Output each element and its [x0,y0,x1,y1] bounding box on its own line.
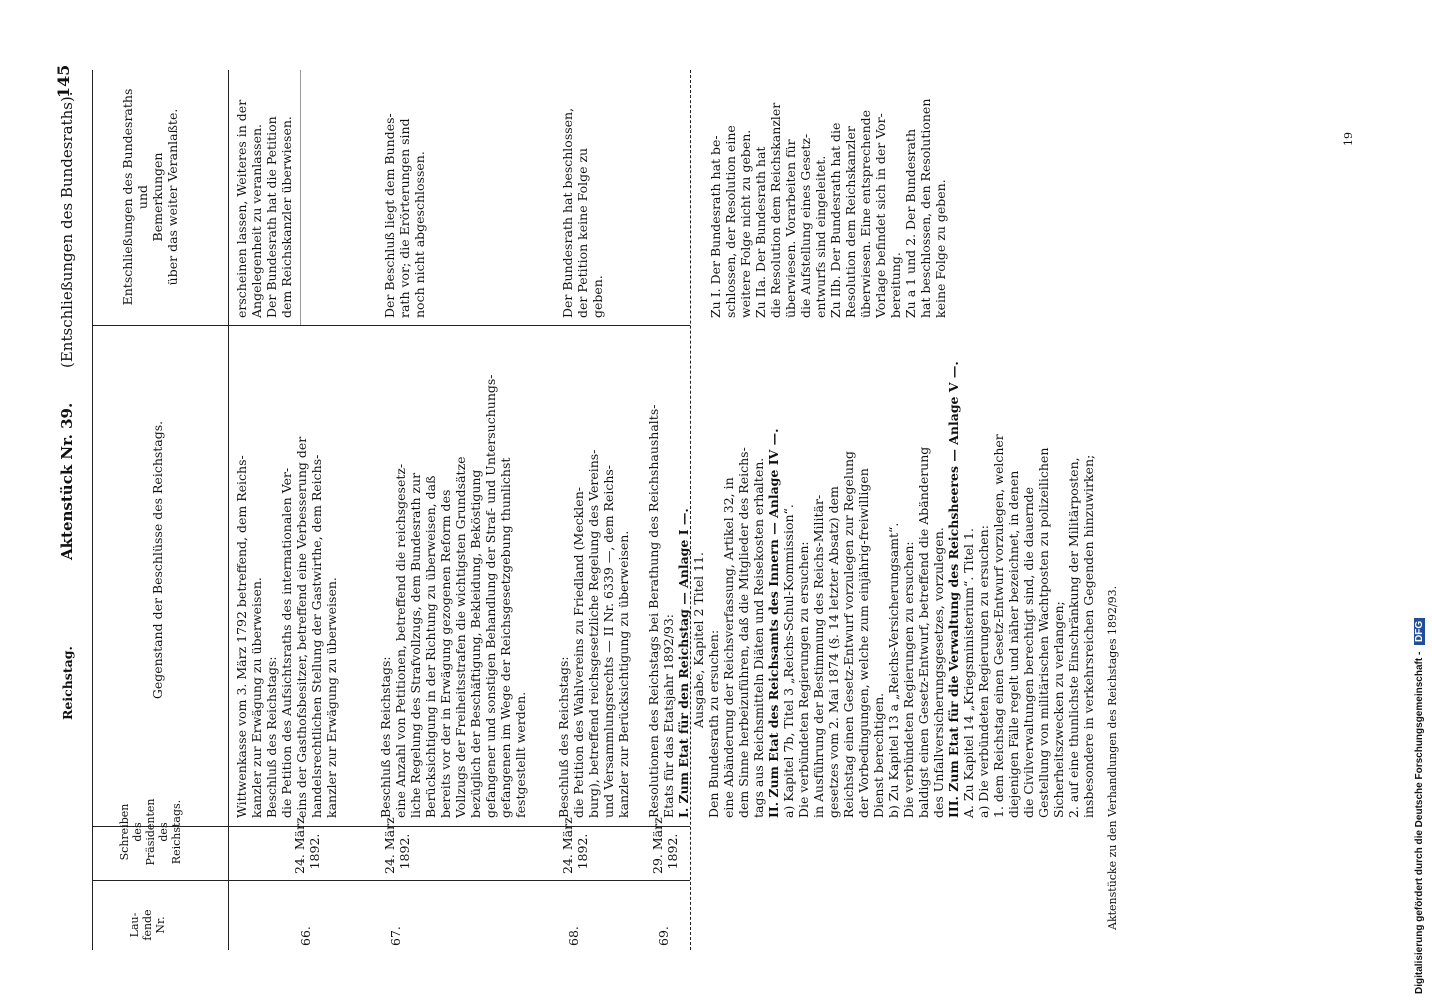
text-line: gefangener und sonstigen Behandlung der Straf- und Untersuchungs- [483,374,498,818]
text-line: keine Folge zu geben. [933,179,948,318]
text-line: Angelegenheit zu veranlassen. [249,123,264,318]
text-line: Reichstag einen Gesetz-Entwurf vorzulegen zur Regelung [841,450,856,818]
row-68-datum [560,817,590,874]
text-line: a) Die verbündeten Regierungen zu ersuchen: [976,525,991,818]
row-66-datum [292,817,322,874]
column-separator-gegenstand [92,325,690,326]
col-header-gegenstand: Gegenstand der Beschlüsse des Reichstags. [150,420,165,700]
text-line: 1. dem Reichstag einen Gesetz-Entwurf vorzulegen, welcher [991,434,1006,818]
text-line: Zu a 1 und 2. Der Bundesrath [903,128,918,318]
text-line: Zu IIb. Der Bundesrath hat die [828,122,843,318]
text-line: burg), betreffend reichsgesetzliche Regelung des Vereins- [586,449,601,818]
section-heading: II. Zum Etat des Reichsamts des Innern — Anlage IV —. [766,428,781,818]
text-line: insbesondere in verkehrsreichen Gegenden hinzuwirken; [1081,454,1096,818]
col-header-lfd-line: Nr. [154,916,167,934]
row-separator [300,70,301,325]
text-line: a) Kapitel 7b, Titel 3 „Reichs-Schul-Kommission“. [781,504,796,818]
col-header-lfd-line: fende [141,909,154,941]
signature-mark: 19 [1342,132,1355,146]
text-line: hat beschlossen, den Resolutionen [918,98,933,318]
text-line: Resolutionen des Reichstags bei Berathung des Reichshaushalts- [646,404,661,818]
text-line: Beschluß des Reichstags: [378,656,393,818]
text-line: erscheinen lassen, Weiteres in der [234,99,249,318]
text-line: Beschluß des Reichstags: [556,656,571,818]
row-68-gegenstand [556,450,631,818]
col-header-entschliessungen-line: und [135,184,150,210]
col-header-schreiben-line: des [131,822,144,842]
text-line: Berücksichtigung in der Richtung zu überweisen, daß [423,475,438,818]
page-number: 145 [54,64,73,98]
row-69-datum-line: 29. März [650,817,665,874]
text-line: entwurfs sind eingeleitet. [813,155,828,318]
text-line: der Vorbedingungen, welche zum einjährig-freiwilligen [856,468,871,818]
col-header-lfd [128,890,167,960]
col-header-schreiben [118,792,183,872]
col-header-entschliessungen-line: Entschließungen des Bundesraths [120,88,135,306]
text-line: Dienst berechtigen. [871,692,886,818]
col-header-lfd-line: Lau- [128,912,141,938]
row-69-gegenstand [646,361,1096,818]
text-line: Ausgabe, Kapitel 2 Titel 11. [691,551,706,728]
text-line: bezüglich der Beschäftigung, Bekleidung, Beköstigung [468,469,483,818]
text-line: Vorlage befindet sich in der Vor- [873,113,888,318]
text-line: des Unfallversicherungsgesetzes, vorzulegen. [931,527,946,818]
text-line: Die verbündeten Regierungen zu ersuchen: [796,541,811,818]
text-line: Der Beschluß liegt dem Bundes- [382,113,397,318]
text-line: Resolution dem Reichskanzler [843,126,858,318]
text-line: b) Zu Kapitel 13 a „Reichs-Versicherungsamt“. [886,522,901,818]
text-line: Der Bundesrath hat beschlossen, [560,107,575,318]
text-line: Der Bundesrath hat die Petition [264,116,279,318]
text-line: A. Zu Kapitel 14 „Kriegsministerium“. Titel 1. [961,528,976,818]
table-left-border [92,70,93,950]
dfg-logo: DFG [1414,618,1425,645]
col-header-entschliessungen [120,82,180,312]
row-67-datum-line: 1892. [397,833,412,870]
text-line: und Versammlungsrechts — II Nr. 6339 —, dem Reichs- [601,464,616,818]
row-68-datum-line: 24. März [560,817,575,874]
text-line: tags aus Reichsmitteln Diäten und Reisekosten erhalten. [751,457,766,818]
digitization-text: Digitalisierung gefördert durch die Deutsche Forschungsgemeinschaft - [1414,651,1425,994]
text-line: Den Bundesrath zu ersuchen: [706,629,721,818]
text-line: die Aufstellung eines Gesetz- [798,133,813,318]
text-line: überwiesen. Vorarbeiten für [783,139,798,318]
text-line: eine Anzahl von Petitionen, betreffend die reichsgesetz- [393,463,408,818]
text-line: Vollzugs der Freiheitsstrafen die wichtigsten Grundsätze [453,456,468,818]
col-header-entschliessungen-line: über das weiter Veranlaßte. [165,108,180,286]
text-line: die Petition des Wahlvereins zu Friedland (Mecklen- [571,487,586,818]
text-line: 2. auf eine thunlichste Einschränkung der Militärposten, [1066,457,1081,818]
text-line: Etats für das Etatsjahr 1892/93: [661,614,676,818]
row-66-nr: 66. [298,926,313,946]
text-line: die Petition des Aufsichtsraths des internationalen Ver- [279,467,294,818]
text-line: Die verbündeten Regierungen zu ersuchen: [901,541,916,818]
row-68-entschliessung [560,108,605,318]
header-left: Reichstag. [60,646,75,720]
text-line: handelsrechtlichen Stellung der Gastwirthe, dem Reichs- [309,454,324,818]
text-line: dem Reichskanzler überwiesen. [279,116,294,318]
row-68-datum-line: 1892. [575,833,590,870]
text-line: liche Regelung des Strafvollzugs, dem Bundesrath zur [408,472,423,818]
text-line: eins der Gasthofsbesitzer, betreffend eine Verbesserung der [294,436,309,818]
column-separator-lfd [92,880,690,881]
row-69-datum-line: 1892. [665,833,680,870]
header-title: (Entschließungen des Bundesraths). [58,91,76,368]
section-heading: I. Zum Etat für den Reichstag — Anlage I —. [676,508,691,818]
col-header-schreiben-line: Schreiben [118,803,131,861]
row-67-gegenstand [378,374,528,818]
row-66-gegenstand [234,437,339,818]
text-line: kanzler zur Erwägung zu überweisen. [324,577,339,818]
row-69-datum [650,817,680,874]
row-67-nr: 67. [388,926,403,946]
row-66-datum-line: 1892. [307,833,322,870]
header-document: Aktenstück Nr. 39. [58,402,76,560]
col-header-schreiben-line: Präsidenten [144,798,157,866]
text-line: kanzler zur Berücksichtigung zu überweisen. [616,530,631,818]
row-67-datum [382,817,412,874]
row-69-nr: 69. [656,926,671,946]
text-line: dem Sinne herbeizuführen, daß die Mitglieder des Reichs- [736,447,751,818]
text-line: eine Abänderung der Reichsverfassung, Artikel 32, in [721,477,736,818]
text-line: bereits vor der in Erwägung gezogenen Reform des [438,489,453,818]
row-66-datum-line: 24. März [292,817,307,874]
section-heading: III. Zum Etat für die Verwaltung des Reichsheeres — Anlage V —. [946,361,961,818]
text-line: Gestellung von militärischen Wachtposten zu polizeilichen [1036,447,1051,818]
text-line: die Resolution dem Reichskanzler [768,102,783,318]
text-line: gefangenen im Wege der Reichsgesetzgebung thunlichst [498,457,513,818]
text-line: überwiesen. Eine entsprechende [858,109,873,318]
text-line: baldigst einen Gesetz-Entwurf, betreffend die Abänderung [916,446,931,818]
row-67-entschliessung [382,113,427,318]
row-69-entschliessung [708,99,948,318]
row-68-nr: 68. [566,926,581,946]
text-line: Beschluß des Reichstags: [264,656,279,818]
text-line: gesetzes vom 2. Mai 1874 (§. 14 letzter Absatz) dem [826,486,841,818]
text-line: Zu IIa. Der Bundesrath hat [753,146,768,318]
header-bottom-rule [228,70,229,950]
text-line: rath vor; die Erörterungen sind [397,118,412,318]
col-header-schreiben-line: Reichstags. [170,799,183,865]
col-header-entschliessungen-line: Bemerkungen [150,152,165,242]
footer-note: Aktenstücke zu den Verhandlungen des Reichstages 1892/93. [1106,585,1119,930]
text-line: bereitung. [888,252,903,318]
text-line: in Ausführung der Bestimmung des Reichs-Militär- [811,494,826,818]
text-line: festgestellt werden. [513,691,528,818]
text-line: Wittwenkasse vom 3. März 1792 betreffend, dem Reichs- [234,455,249,818]
text-line: weitere Folge nicht zu geben. [738,129,753,318]
text-line: noch nicht abgeschlossen. [412,151,427,318]
text-line: geben. [590,275,605,318]
row-67-datum-line: 24. März [382,817,397,874]
text-line: Zu I. Der Bundesrath hat be- [708,135,723,318]
col-header-schreiben-line: des [157,822,170,842]
digitization-note [1414,618,1425,994]
text-line: der Petition keine Folge zu [575,147,590,318]
text-line: kanzler zur Erwägung zu überweisen. [249,577,264,818]
text-line: schlossen, der Resolution eine [723,125,738,318]
text-line: die Civilverwaltungen berechtigt sind, die dauernde [1021,486,1036,818]
row-66-entschliessung [234,100,294,318]
text-line: Sicherheitszwecken zu verlangen; [1051,601,1066,818]
text-line: diejenigen Fälle regelt und näher bezeichnet, in denen [1006,470,1021,818]
